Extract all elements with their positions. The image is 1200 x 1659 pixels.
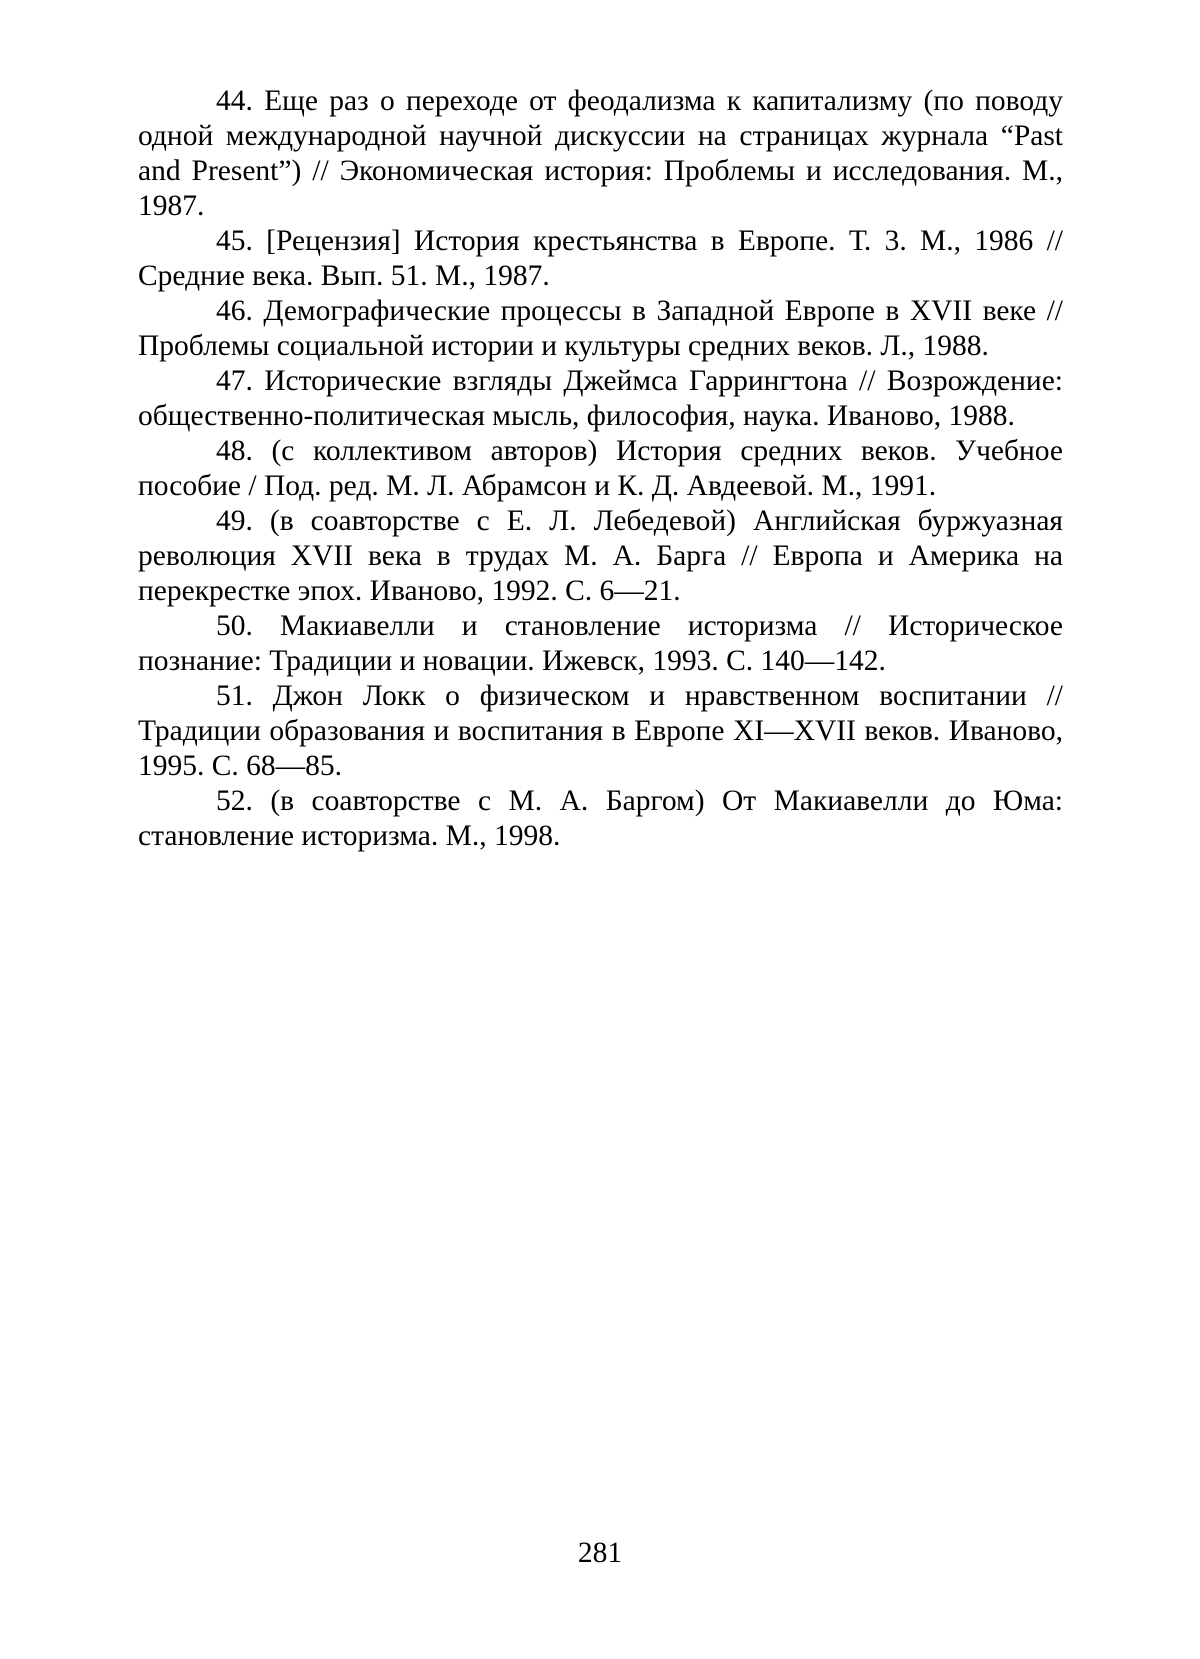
bibliography-entry-46: 46. Демографические процессы в Западной Европе в XVII веке // Проблемы социальной истории и культуры средних веков. Л., 1988. [138, 295, 1063, 362]
bibliography-entry-49: 49. (в соавторстве с Е. Л. Лебедевой) Английская буржуазная революция XVII века в трудах М. А. Барга // Европа и Америка на перекрестке эпох. Иваново, 1992. С. 6—21. [138, 505, 1063, 607]
bibliography-list [138, 84, 1063, 854]
page-number: 281 [577, 1537, 623, 1569]
bibliography-entry-45: 45. [Рецензия] История крестьянства в Европе. Т. 3. М., 1986 // Средние века. Вып. 51. М., 1987. [138, 225, 1063, 292]
bibliography-entry-48: 48. (с коллективом авторов) История средних веков. Учебное пособие / Под. ред. М. Л. Абрамсон и К. Д. Авдеевой. М., 1991. [138, 435, 1063, 502]
bibliography-entry-52: 52. (в соавторстве с М. А. Баргом) От Макиавелли до Юма: становление историзма. М., 1998. [138, 785, 1063, 852]
bibliography-entry-47: 47. Исторические взгляды Джеймса Гаррингтона // Возрождение: общественно-политическая мысль, философия, наука. Иваново, 1988. [138, 365, 1063, 432]
bibliography-entry-50: 50. Макиавелли и становление историзма // Историческое познание: Традиции и новации. Ижевск, 1993. С. 140—142. [138, 610, 1063, 677]
bibliography-entry-51: 51. Джон Локк о физическом и нравственном воспитании // Традиции образования и воспитания в Европе XI—XVII веков. Иваново, 1995. С. 68—85. [138, 680, 1063, 782]
bibliography-entry-44: 44. Еще раз о переходе от феодализма к капитализму (по поводу одной международной научной дискуссии на страницах журнала “Past and Present”) // Экономическая история: Проблемы и исследования. М., 1987. [138, 85, 1063, 222]
